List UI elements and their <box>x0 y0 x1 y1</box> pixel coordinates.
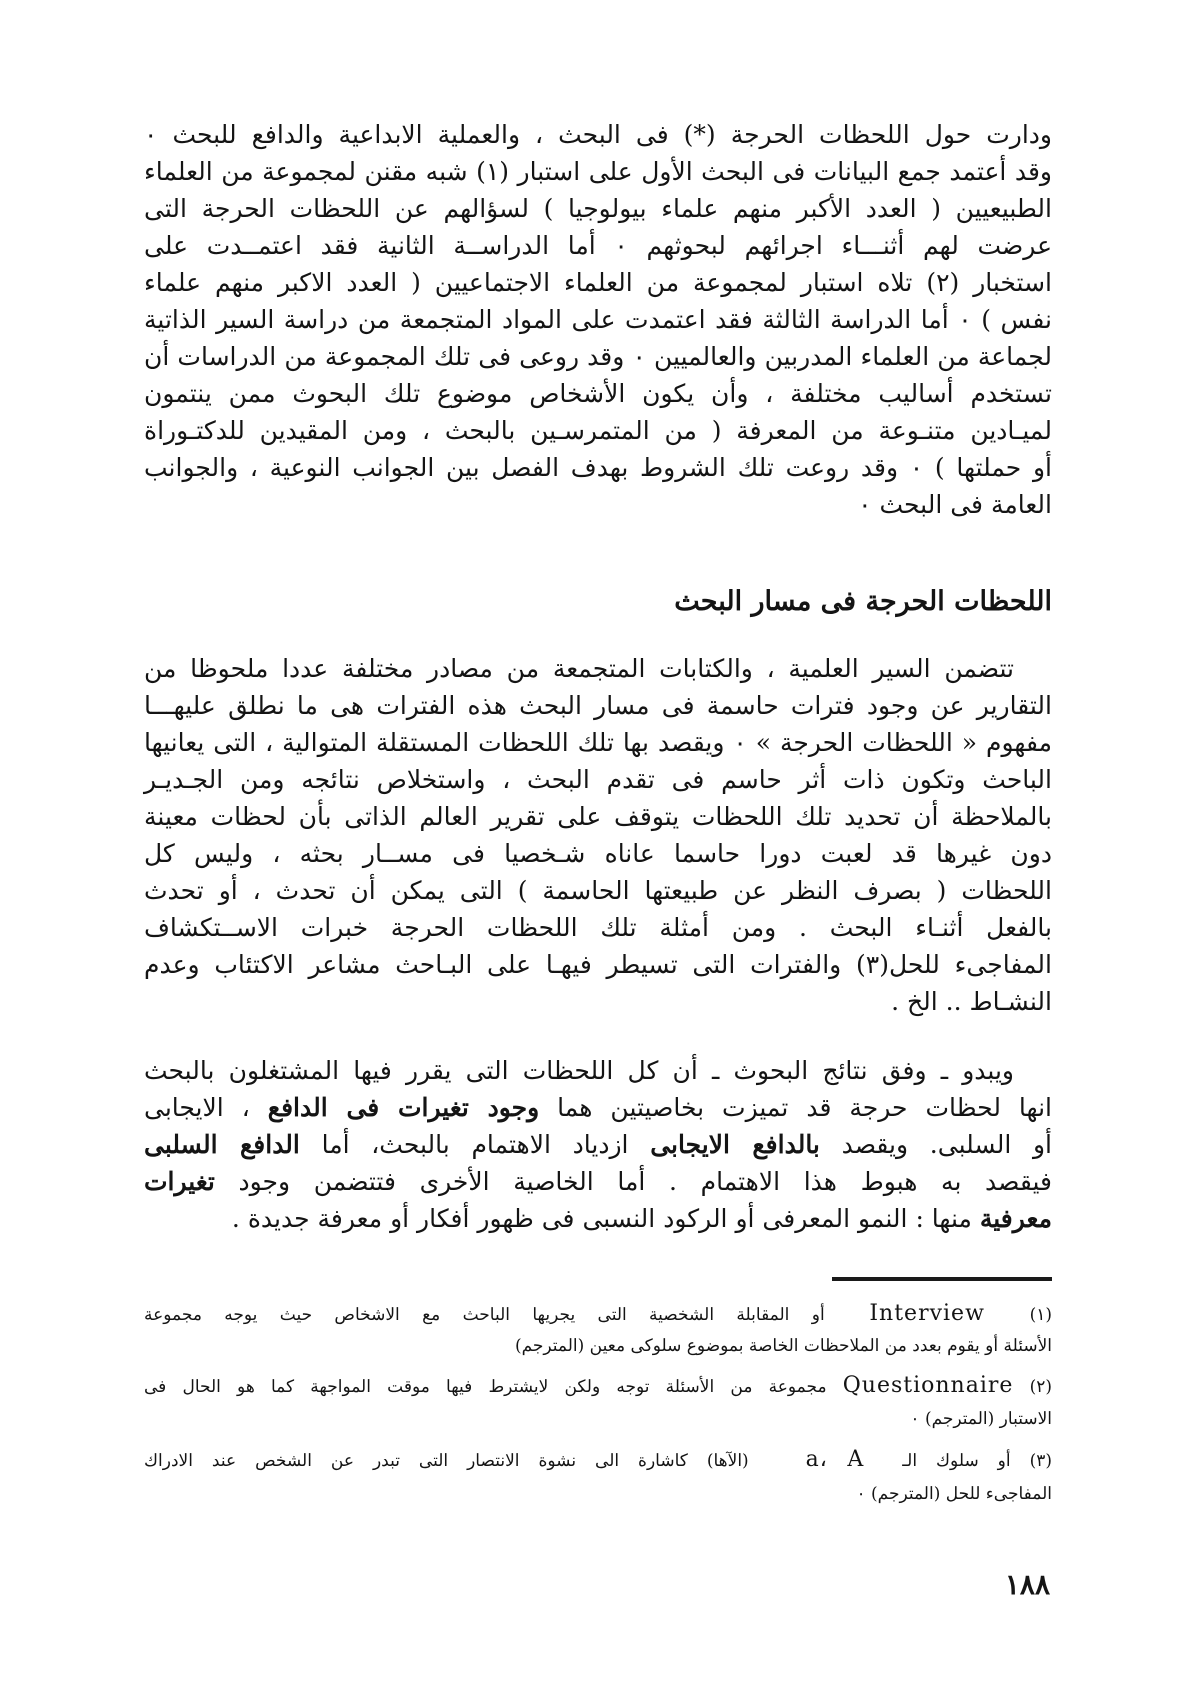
text-line: الطبيعيين ( العدد الأكبر منهم علماء بيولوجيا ) لسؤالهم عن اللحظات الحرجة التى <box>144 194 1052 223</box>
text-span: منها : النمو المعرفى أو الركود النسبى فى ظهور أفكار أو معرفة جديدة . <box>231 1204 980 1233</box>
footnote-text: أو المقابلة الشخصية التى يجريها الباحث مع الاشخاص حيث يوجه مجموعة <box>144 1305 825 1325</box>
footnote-1 <box>144 1300 1052 1329</box>
footnote-separator <box>832 1277 1052 1281</box>
bold-term: تغيرات <box>144 1167 215 1196</box>
text-line <box>144 1202 1052 1236</box>
text-line <box>144 1091 1052 1125</box>
footnote-2 <box>144 1372 1052 1401</box>
text-span: انها لحظات حرجة قد تميزت بخاصيتين هما <box>539 1093 1052 1122</box>
text-line: النشـاط .. الخ . <box>891 987 1052 1016</box>
text-line: تستخدم أساليب مختلفة ، وأن يكون الأشخاص موضوع تلك البحوث ممن ينتمون <box>144 379 1052 408</box>
text-line: بالملاحظة أن تحديد تلك اللحظات يتوقف على تقرير العالم الذاتى بأن لحظات معينة <box>144 802 1052 831</box>
text-line: دون غيرها قد لعبت دورا حاسما عاناه شـخصيا فى مســار بحثه ، وليس كل <box>144 839 1052 868</box>
text-line: المفاجىء للحل(٣) والفترات التى تسيطر فيهـا على البـاحث مشاعر الاكتئاب وعدم <box>144 950 1052 979</box>
latin-term: a، A <box>805 1447 865 1472</box>
footnote-3-cont: المفاجىء للحل (المترجم) ٠ <box>856 1484 1052 1504</box>
bold-term: الدافع السلبى <box>144 1130 300 1159</box>
text-line: تتضمن السير العلمية ، والكتابات المتجمعة من مصادر مختلفة عددا ملحوظا من <box>144 654 1014 683</box>
text-line: مفهوم « اللحظات الحرجة » ٠ ويقصد بها تلك اللحظات المستقلة المتوالية ، التى يعانيها <box>144 728 1052 757</box>
bold-term: معرفية <box>979 1204 1052 1233</box>
text-span: أو السلبى. ويقصد <box>819 1130 1052 1159</box>
footnote-text: (الآها) كاشارة الى نشوة الانتصار التى تبدر عن الشخص عند الادراك <box>144 1451 749 1471</box>
section-heading: اللحظات الحرجة فى مسار البحث <box>674 586 1052 617</box>
footnote-marker: (٢) <box>1029 1377 1053 1397</box>
footnote-1-cont: الأسئلة أو يقوم بعدد من الملاحظات الخاصة بموضوع سلوكى معين (المترجم) <box>514 1336 1052 1356</box>
text-line: ويبدو ـ وفق نتائج البحوث ـ أن كل اللحظات التى يقرر فيها المشتغلون بالبحث <box>144 1056 1014 1085</box>
latin-term: Interview <box>869 1301 985 1326</box>
bold-term: وجود تغيرات فى الدافع <box>267 1093 540 1122</box>
text-line: ودارت حول اللحظات الحرجة (*) فى البحث ، والعملية الابداعية والدافع للبحث ٠ <box>144 120 1052 149</box>
footnote-3 <box>144 1446 1052 1475</box>
latin-term: Questionnaire <box>842 1373 1014 1398</box>
text-line <box>144 1165 1052 1199</box>
bold-term: بالدافع الايجابى <box>650 1130 820 1159</box>
text-line: بالفعل أثنـاء البحث . ومن أمثلة تلك اللحظات الحرجة خبرات الاســتكشاف <box>144 913 1052 942</box>
text-span: فيقصد به هبوط هذا الاهتمام . أما الخاصية الأخرى فتتضمن وجود <box>214 1167 1052 1196</box>
footnote-marker: (١) <box>1029 1305 1052 1325</box>
text-span: ازدياد الاهتمام بالبحث، أما <box>299 1130 651 1159</box>
text-line <box>144 1128 1052 1162</box>
text-line: العامة فى البحث ٠ <box>858 490 1052 519</box>
text-line: لميـادين متنـوعة من المعرفة ( من المتمرسـين بالبحث ، ومن المقيدين للدكتـوراة <box>144 416 1052 445</box>
text-line: التقارير عن وجود فترات حاسمة فى مسار البحث هذه الفترات هى ما نطلق عليهـــا <box>144 691 1052 720</box>
text-line: عرضت لهم أثنـــاء اجرائهم لبحوثهم ٠ أما الدراســة الثانية فقد اعتمــدت على <box>144 231 1052 260</box>
footnote-marker: (٣) أو سلوك الـ <box>902 1451 1052 1471</box>
footnote-2-cont: الاستبار (المترجم) ٠ <box>910 1409 1052 1429</box>
text-line: استخبار (٢) تلاه استبار لمجموعة من العلماء الاجتماعيين ( العدد الاكبر منهم علماء <box>144 268 1052 297</box>
footnote-text: مجموعة من الأسئلة توجه ولكن لايشترط فيها موقت المواجهة كما هو الحال فى <box>144 1377 827 1397</box>
text-line: لجماعة من العلماء المدربين والعالميين ٠ وقد روعى فى تلك المجموعة من الدراسات أن <box>144 342 1052 371</box>
text-line: نفس ) ٠ أما الدراسة الثالثة فقد اعتمدت على المواد المتجمعة من دراسة السير الذاتية <box>144 305 1053 334</box>
text-line: الباحث وتكون ذات أثر حاسم فى تقدم البحث ، واستخلاص نتائجه ومن الجـديـر <box>144 765 1052 794</box>
text-line: وقد أعتمد جمع البيانات فى البحث الأول على استبار (١) شبه مقنن لمجموعة من العلماء <box>144 157 1052 186</box>
text-line: اللحظات ( بصرف النظر عن طبيعتها الحاسمة ) التى يمكن أن تحدث ، أو تحدث <box>144 876 1052 905</box>
page-number: ١٨٨ <box>1004 1568 1050 1601</box>
text-span: ، الايجابى <box>144 1093 268 1122</box>
text-line: أو حملتها ) ٠ وقد روعت تلك الشروط بهدف الفصل بين الجوانب النوعية ، والجوانب <box>144 453 1052 482</box>
